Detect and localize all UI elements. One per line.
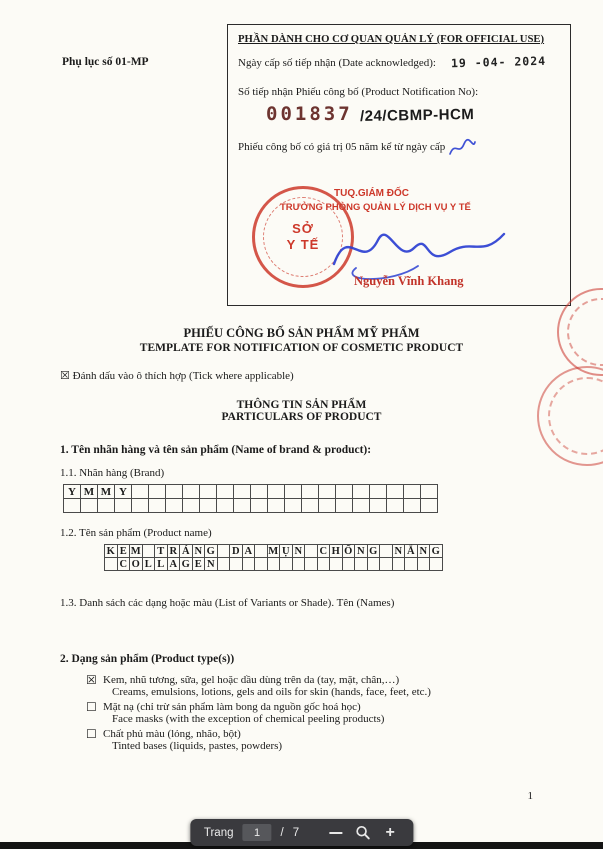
- magnifier-icon: [356, 825, 371, 840]
- page-number: 1: [527, 790, 533, 802]
- grid-cell: [420, 484, 438, 499]
- product-type-list: [86, 674, 603, 752]
- grid-row: [104, 544, 603, 558]
- grid-cell: [148, 498, 166, 513]
- grid-cell: [250, 484, 268, 499]
- document-title-en: TEMPLATE FOR NOTIFICATION OF COSMETIC PRODUCT: [139, 342, 464, 354]
- product-type-vi: Chất phủ màu (lỏng, nhão, bột): [103, 728, 241, 740]
- tick-note: [60, 369, 603, 382]
- grid-cell: [165, 484, 183, 499]
- grid-cell: [403, 484, 421, 499]
- stamp-authority-line1: TUQ.GIÁM ĐỐC: [334, 188, 409, 199]
- zoom-out-button[interactable]: [327, 823, 345, 843]
- grid-cell: [217, 544, 231, 558]
- grid-cell: K: [104, 544, 118, 558]
- grid-cell: [329, 557, 343, 571]
- notification-number-label: Số tiếp nhận Phiếu công bố (Product Notification No):: [238, 86, 479, 98]
- grid-cell: [335, 484, 353, 499]
- validity-note: Phiếu công bố có giá trị 05 năm kể từ ngày cấp: [238, 141, 446, 153]
- page-label: Trang: [203, 826, 234, 839]
- grid-cell: [317, 557, 331, 571]
- product-name-grid: [104, 544, 603, 571]
- grid-cell: G: [429, 544, 443, 558]
- grid-cell: A: [167, 557, 181, 571]
- grid-cell: [369, 498, 387, 513]
- checkbox-checked-icon: ☒: [86, 673, 97, 687]
- grid-cell: [318, 498, 336, 513]
- magnifier-button[interactable]: [354, 823, 372, 843]
- grid-cell: [216, 484, 234, 499]
- product-type-item: [86, 674, 603, 698]
- grid-cell: [429, 557, 443, 571]
- brand-grid: [63, 484, 603, 513]
- grid-row: [104, 557, 603, 571]
- grid-cell: [165, 498, 183, 513]
- grid-cell: [367, 557, 381, 571]
- notification-number-suffix: /24/CBMP-HCM: [359, 106, 475, 125]
- grid-cell: [233, 484, 251, 499]
- product-type-item: [86, 728, 603, 752]
- seal-text-line1: SỞ: [292, 221, 314, 236]
- grid-cell: [342, 557, 356, 571]
- document-title-vi: PHIẾU CÔNG BỐ SẢN PHẨM MỸ PHẨM: [183, 326, 420, 340]
- product-type-en: Creams, emulsions, lotions, gels and oils for skin (hands, face, feet, etc.): [112, 686, 431, 698]
- grid-cell: [80, 498, 98, 513]
- grid-cell: [301, 498, 319, 513]
- grid-cell: [254, 557, 268, 571]
- grid-cell: [229, 557, 243, 571]
- grid-cell: [369, 484, 387, 499]
- grid-cell: [379, 557, 393, 571]
- tick-note-text: Đánh dấu vào ô thích hợp (Tick where applicable): [72, 370, 294, 382]
- grid-cell: [279, 557, 293, 571]
- grid-cell: E: [192, 557, 206, 571]
- grid-cell: [267, 484, 285, 499]
- grid-cell: Ụ: [279, 544, 293, 558]
- section1-heading: 1. Tên nhãn hàng và tên sản phẩm (Name of brand & product):: [60, 444, 372, 456]
- product-type-en: Face masks (with the exception of chemical peeling products): [112, 713, 385, 725]
- grid-cell: [267, 498, 285, 513]
- minus-icon: [330, 832, 343, 834]
- pdf-toolbar: [190, 819, 413, 846]
- pen-mark-icon: [447, 138, 477, 160]
- product-name-label: 1.2. Tên sản phẩm (Product name): [60, 527, 212, 539]
- product-type-vi: Kem, nhũ tương, sữa, gel hoặc dầu dùng trên da (tay, mặt, chân,…): [103, 674, 400, 686]
- grid-cell: [335, 498, 353, 513]
- grid-cell: [148, 484, 166, 499]
- grid-cell: [250, 498, 268, 513]
- grid-cell: E: [117, 544, 131, 558]
- grid-cell: L: [142, 557, 156, 571]
- grid-cell: M: [268, 545, 279, 557]
- grid-row: [63, 484, 603, 499]
- total-pages: 7: [292, 826, 300, 839]
- grid-cell: R: [167, 544, 181, 558]
- notification-number-stamp: 001837: [266, 103, 353, 125]
- grid-cell: [352, 484, 370, 499]
- grid-cell: G: [204, 544, 218, 558]
- grid-cell: N: [354, 544, 368, 558]
- brand-label: 1.1. Nhãn hàng (Brand): [60, 467, 165, 479]
- grid-cell: C: [117, 557, 131, 571]
- product-info-header-en: PARTICULARS OF PRODUCT: [221, 411, 382, 423]
- grid-cell: G: [367, 544, 381, 558]
- grid-cell: [254, 544, 268, 558]
- section2-heading: 2. Dạng sản phẩm (Product type(s)): [60, 653, 235, 665]
- product-info-header-vi: THÔNG TIN SẢN PHẨM: [236, 399, 367, 411]
- grid-cell: [301, 484, 319, 499]
- grid-cell: G: [179, 557, 193, 571]
- grid-row: [63, 498, 603, 513]
- date-stamp: 19 -04- 2024: [450, 53, 547, 71]
- grid-cell: [63, 498, 81, 513]
- page-input[interactable]: 1: [243, 824, 272, 841]
- checkbox-unchecked-icon: ☐: [86, 727, 97, 741]
- official-box-header: PHẦN DÀNH CHO CƠ QUAN QUẢN LÝ (FOR OFFICIAL USE): [238, 33, 545, 45]
- grid-cell: [284, 498, 302, 513]
- grid-cell: N: [192, 544, 206, 558]
- product-type-en: Tinted bases (liquids, pastes, powders): [112, 740, 283, 752]
- zoom-in-button[interactable]: [381, 823, 399, 843]
- grid-cell: D: [229, 544, 243, 558]
- official-use-box: [227, 24, 571, 306]
- checkbox-unchecked-icon: ☐: [86, 700, 97, 714]
- grid-cell: T: [154, 544, 168, 558]
- grid-cell: Y: [63, 484, 81, 499]
- grid-cell: [182, 484, 200, 499]
- grid-cell: Ắ: [404, 544, 418, 558]
- grid-cell: [233, 498, 251, 513]
- grid-cell: [199, 484, 217, 499]
- grid-cell: N: [417, 544, 431, 558]
- grid-cell: N: [204, 557, 218, 571]
- grid-cell: Ố: [342, 544, 356, 558]
- grid-cell: Á: [179, 544, 193, 558]
- grid-cell: [417, 557, 431, 571]
- grid-cell: [114, 498, 132, 513]
- grid-cell: [379, 544, 393, 558]
- grid-cell: [404, 557, 418, 571]
- appendix-label: Phụ lục số 01-MP: [62, 56, 149, 68]
- seal-text-line2: Y TẾ: [286, 236, 320, 252]
- plus-icon: +: [385, 823, 395, 841]
- grid-cell: [386, 498, 404, 513]
- grid-cell: M: [130, 545, 141, 557]
- grid-cell: [292, 557, 306, 571]
- grid-cell: [217, 557, 231, 571]
- grid-cell: [318, 484, 336, 499]
- checkbox-checked-icon: ☒: [60, 370, 70, 382]
- grid-cell: M: [80, 484, 98, 499]
- grid-cell: [199, 498, 217, 513]
- date-acknowledged-label: Ngày cấp số tiếp nhận (Date acknowledged):: [238, 57, 436, 69]
- grid-cell: [304, 544, 318, 558]
- grid-cell: [284, 484, 302, 499]
- grid-cell: M: [97, 484, 115, 499]
- grid-cell: [131, 484, 149, 499]
- grid-cell: [104, 557, 118, 571]
- grid-cell: [352, 498, 370, 513]
- grid-cell: N: [392, 544, 406, 558]
- stamp-signature-area: [238, 160, 560, 306]
- signer-name: Nguyễn Vĩnh Khang: [354, 274, 464, 288]
- grid-cell: Y: [114, 484, 132, 499]
- grid-cell: [420, 498, 438, 513]
- grid-cell: H: [329, 544, 343, 558]
- grid-cell: [142, 544, 156, 558]
- grid-cell: [354, 557, 368, 571]
- grid-cell: L: [154, 557, 168, 571]
- grid-cell: [386, 484, 404, 499]
- variants-label: 1.3. Danh sách các dạng hoặc màu (List of Variants or Shade). Tên (Names): [60, 597, 395, 609]
- page-separator: /: [280, 826, 284, 839]
- grid-cell: [216, 498, 234, 513]
- product-type-item: [86, 701, 603, 725]
- grid-cell: N: [292, 544, 306, 558]
- grid-cell: [182, 498, 200, 513]
- stamp-authority-line2: TRƯỞNG PHÒNG QUẢN LÝ DỊCH VỤ Y TẾ: [280, 202, 471, 213]
- grid-cell: A: [242, 544, 256, 558]
- grid-cell: [304, 557, 318, 571]
- grid-cell: [131, 498, 149, 513]
- grid-cell: [242, 557, 256, 571]
- grid-cell: O: [129, 557, 143, 571]
- product-type-vi: Mặt nạ (chỉ trừ sản phẩm làm bong da nguồn gốc hoá học): [103, 701, 361, 713]
- grid-cell: [97, 498, 115, 513]
- grid-cell: [392, 557, 406, 571]
- grid-cell: [403, 498, 421, 513]
- grid-cell: [267, 557, 281, 571]
- grid-cell: C: [317, 544, 331, 558]
- document-body: [0, 326, 603, 755]
